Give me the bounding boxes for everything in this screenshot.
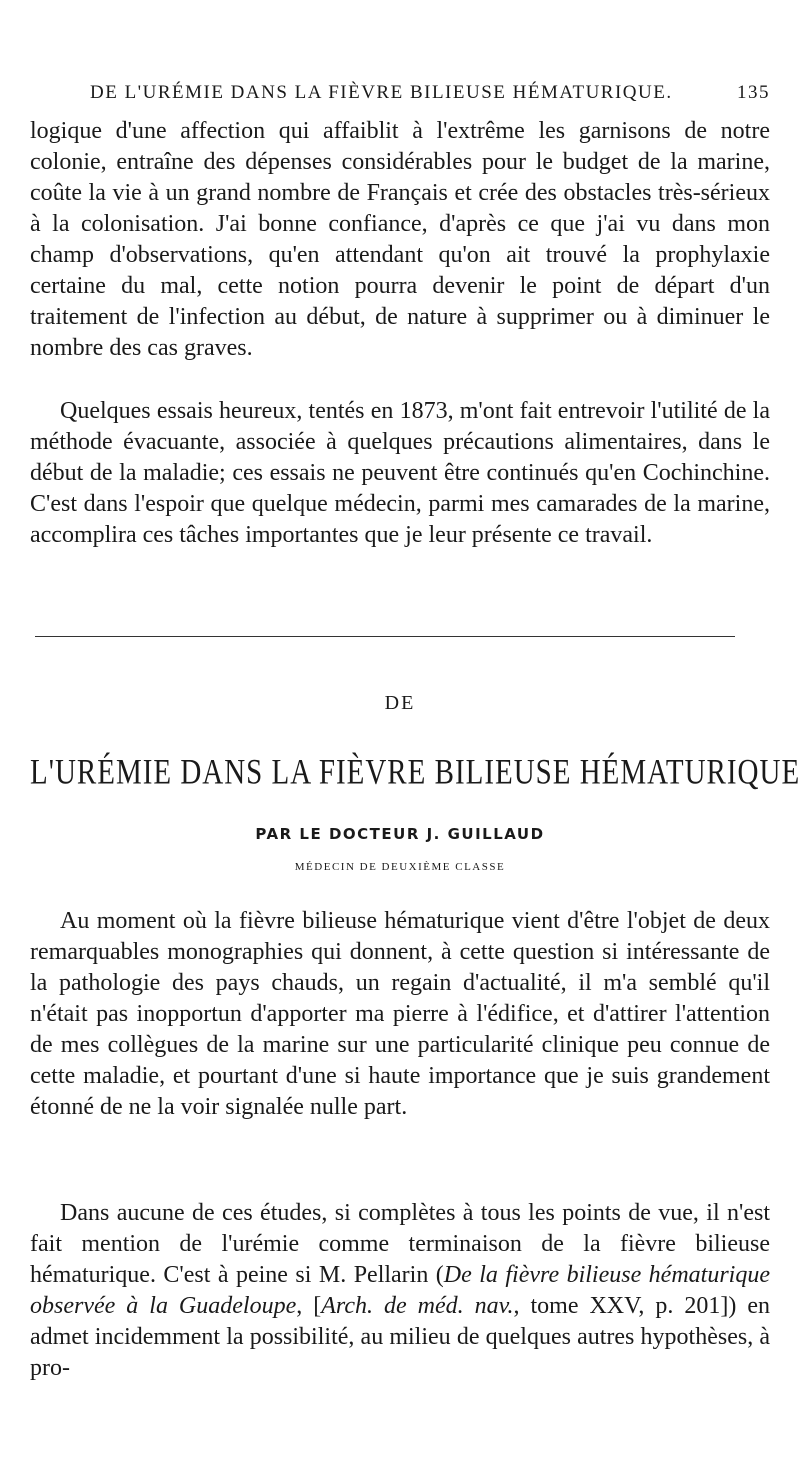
cited-work-title: De la fièvre bilieuse hématurique observée à la Guadeloupe (30, 1262, 770, 1319)
section-divider (35, 636, 735, 637)
article-author: PAR LE DOCTEUR J. GUILLAUD (255, 825, 545, 843)
article-paragraph-1: Au moment où la fièvre bilieuse hématurique vient d'être l'objet de deux remarquables monographies qui donnent, à cette question si intéressante de la pathologie des pays chauds, un regain d'actualité, il m'a semblé qu'il n'était pas inopportun d'apporter ma pierre à l'édifice, et d'attirer l'attention de mes collègues de la marine sur une particularité clinique peu connue de cette maladie, et pourtant d'une si haute importance que je suis grandement étonné de ne la voir signalée nulle part. (30, 908, 770, 1120)
running-title: DE L'URÉMIE DANS LA FIÈVRE BILIEUSE HÉMATURIQUE. (90, 82, 673, 103)
article-title: L'URÉMIE DANS LA FIÈVRE BILIEUSE HÉMATURIQUE (30, 752, 800, 792)
continuation-paragraph-2: Quelques essais heureux, tentés en 1873, m'ont fait entrevoir l'utilité de la méthode évacuante, associée à quelques précautions alimentaires, dans le début de la maladie; ces essais ne peuvent être continués qu'en Cochinchine. C'est dans l'espoir que quelque médecin, parmi mes camarades de la marine, accomplira ces tâches importantes que je leur présente ce travail. (30, 398, 770, 548)
paragraph-2-text-c: , tome XXV, p. 201]) en admet incidemment la possibilité, au milieu de quelques autres hypothèses, à pro- (30, 1293, 770, 1381)
page-number: 135 (737, 82, 770, 103)
article-title-prefix: DE (384, 692, 416, 714)
article-paragraph-2 (30, 1198, 770, 1384)
cited-journal: Arch. de méd. nav. (321, 1293, 514, 1319)
paragraph-2-text-b: , [ (296, 1293, 322, 1319)
running-head (30, 82, 770, 108)
paragraph-2-text-a: Dans aucune de ces études, si complètes à tous les points de vue, il n'est fait mention de l'urémie comme terminaison de la fièvre bilieuse hématurique. C'est à peine si M. Pellarin ( (30, 1200, 770, 1288)
author-rank: MÉDECIN DE DEUXIÈME CLASSE (294, 861, 506, 873)
continuation-paragraph-1: logique d'une affection qui affaiblit à l'extrême les garnisons de notre colonie, entraîne des dépenses considérables pour le budget de la marine, coûte la vie à un grand nombre de Français et crée des obstacles très-sérieux à la colonisation. J'ai bonne confiance, d'après ce que j'ai vu dans mon champ d'observations, qu'en attendant qu'on ait trouvé la prophylaxie certaine du mal, cette notion pourra devenir le point de départ d'un traitement de l'infection au début, de nature à supprimer ou à diminuer le nombre des cas graves. (30, 118, 770, 361)
